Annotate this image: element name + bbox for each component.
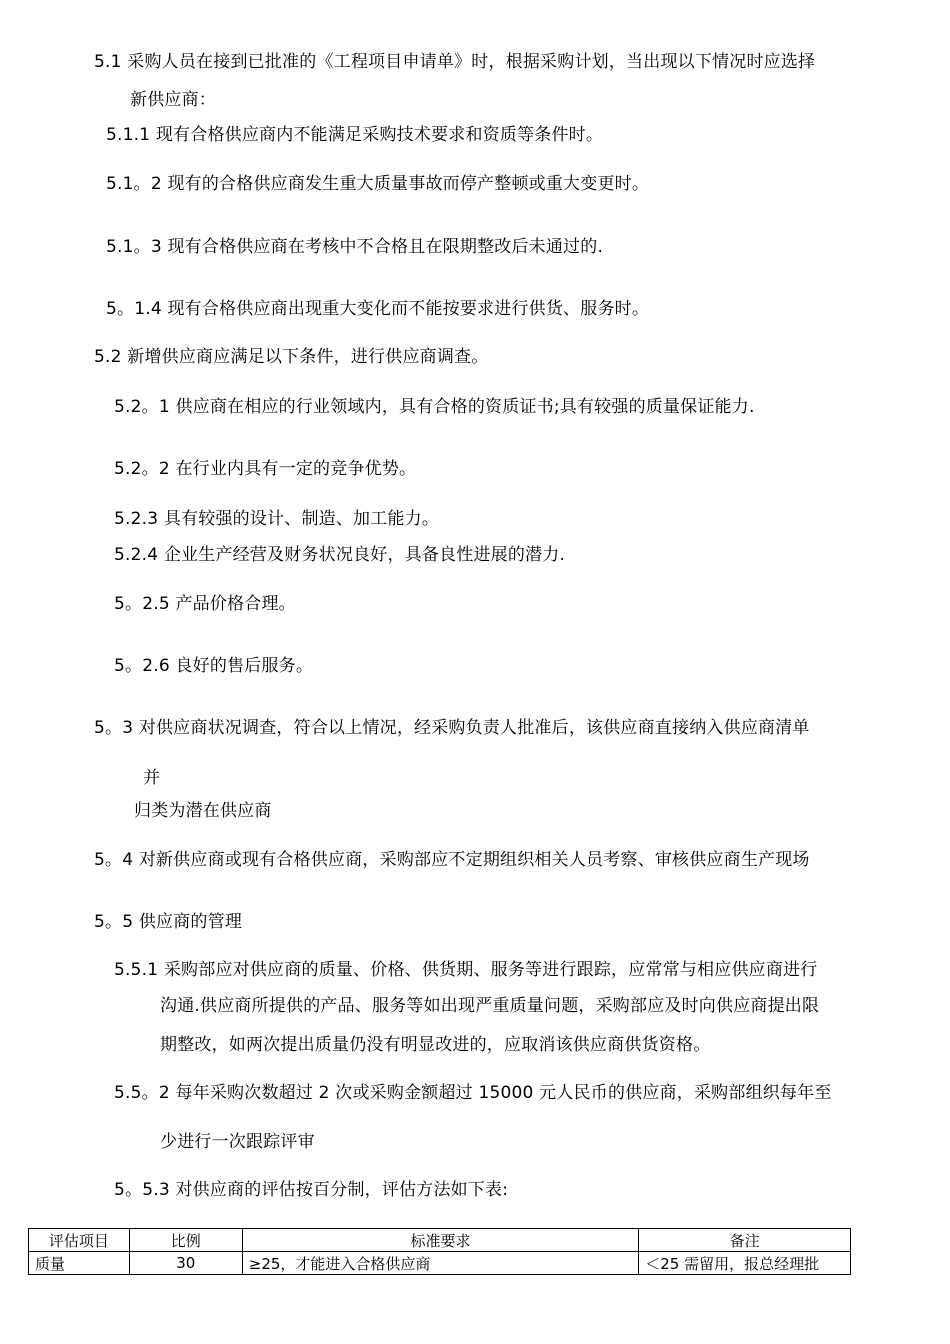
para-5-2-5: 5。2.5 产品价格合理。 — [114, 594, 296, 614]
cell-standard: ≥25，才能进入合格供应商 — [242, 1252, 638, 1275]
para-5-5-1: 5.5.1 采购部应对供应商的质量、价格、供货期、服务等进行跟踪，应常常与相应供应商进行 — [114, 960, 818, 980]
para-5-1-4: 5。1.4 现有合格供应商出现重大变化而不能按要求进行供货、服务时。 — [106, 299, 650, 319]
para-5-2-2: 5.2。2 在行业内具有一定的竞争优势。 — [114, 459, 417, 479]
para-5-5-2-cont: 少进行一次跟踪评审 — [160, 1132, 315, 1152]
para-5-1-3: 5.1。3 现有合格供应商在考核中不合格且在限期整改后未通过的. — [106, 237, 604, 257]
para-5-2-1: 5.2。1 供应商在相应的行业领域内，具有合格的资质证书;具有较强的质量保证能力. — [114, 397, 755, 417]
cell-eval-item: 质量 — [29, 1252, 130, 1275]
para-5-5-1-cont1: 沟通.供应商所提供的产品、服务等如出现严重质量问题，采购部应及时向供应商提出限 — [160, 996, 820, 1016]
cell-remarks: ＜25 需留用，报总经理批 — [639, 1252, 851, 1275]
para-5-2-6: 5。2.6 良好的售后服务。 — [114, 656, 314, 676]
para-5-4: 5。4 对新供应商或现有合格供应商，采购部应不定期组织相关人员考察、审核供应商生产现场 — [94, 850, 810, 870]
header-eval-item: 评估项目 — [29, 1229, 130, 1252]
supplier-evaluation-table — [28, 1228, 851, 1275]
table-row — [29, 1252, 851, 1275]
para-5-5-1-cont2: 期整改，如两次提出质量仍没有明显改进的，应取消该供应商供货资格。 — [160, 1035, 711, 1055]
header-ratio: 比例 — [129, 1229, 242, 1252]
para-5-1: 5.1 采购人员在接到已批准的《工程项目申请单》时，根据采购计划，当出现以下情况时应选择 — [94, 52, 816, 72]
para-5-2: 5.2 新增供应商应满足以下条件，进行供应商调查。 — [94, 347, 489, 367]
para-5-1-2: 5.1。2 现有的合格供应商发生重大质量事故而停产整顿或重大变更时。 — [106, 174, 650, 194]
para-5-3-cont1: 并 — [143, 768, 161, 788]
para-5-1-cont: 新供应商： — [130, 90, 216, 110]
para-5-1-1: 5.1.1 现有合格供应商内不能满足采购技术要求和资质等条件时。 — [106, 125, 604, 145]
para-5-2-4: 5.2.4 企业生产经营及财务状况良好，具备良性进展的潜力. — [114, 545, 566, 565]
para-5-5-2: 5.5。2 每年采购次数超过 2 次或采购金额超过 15000 元人民币的供应商，采购部组织每年至 — [114, 1083, 832, 1103]
para-5-2-3: 5.2.3 具有较强的设计、制造、加工能力。 — [114, 509, 440, 529]
para-5-3: 5。3 对供应商状况调查，符合以上情况，经采购负责人批准后，该供应商直接纳入供应商清单 — [94, 718, 810, 738]
para-5-5: 5。5 供应商的管理 — [94, 912, 243, 932]
table-header-row — [29, 1229, 851, 1252]
para-5-3-cont2: 归类为潜在供应商 — [134, 801, 272, 821]
para-5-5-3: 5。5.3 对供应商的评估按百分制，评估方法如下表: — [114, 1180, 509, 1200]
cell-ratio: 30 — [129, 1252, 242, 1275]
header-standard: 标准要求 — [242, 1229, 638, 1252]
header-remarks: 备注 — [639, 1229, 851, 1252]
